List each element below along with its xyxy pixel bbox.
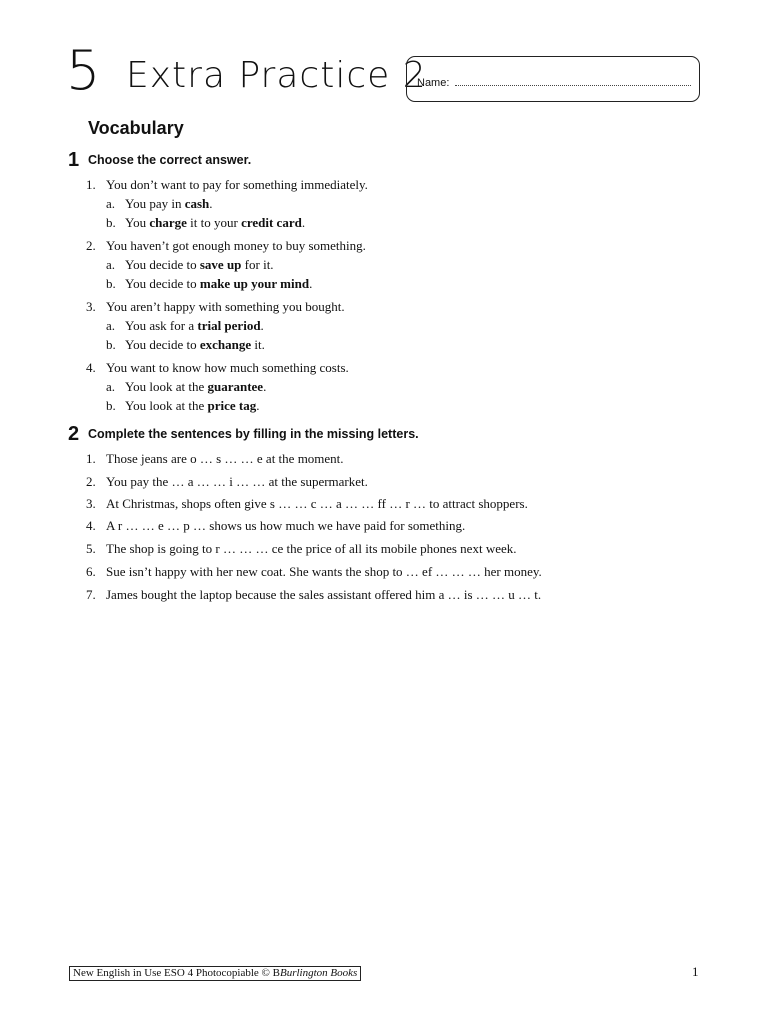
name-label: Name: xyxy=(417,77,450,89)
exercise-1-number: 1 xyxy=(68,149,80,171)
question-1-option-b: b. You charge it to your credit card. xyxy=(106,215,306,230)
page-number: 1 xyxy=(692,964,699,979)
name-field-box xyxy=(406,56,700,102)
question-3-option-b: b. You decide to exchange it. xyxy=(106,337,265,352)
exercise-1-instruction: Choose the correct answer. xyxy=(88,153,252,167)
section-heading: Vocabulary xyxy=(88,118,184,138)
question-1: 1. You don’t want to pay for something immediately. xyxy=(86,177,368,192)
unit-number: 5 xyxy=(66,39,101,102)
sentence-6: 6. Sue isn’t happy with her new coat. She wants the shop to … ef … … … her money. xyxy=(86,564,542,579)
name-dotted-line xyxy=(455,85,691,86)
sentence-2: 2. You pay the … a … … i … … at the supermarket. xyxy=(86,474,368,489)
sentence-1: 1. Those jeans are o … s … … e at the moment. xyxy=(86,451,344,466)
exercise-2-instruction: Complete the sentences by filling in the missing letters. xyxy=(88,427,419,441)
question-4-option-a: a. You look at the guarantee. xyxy=(106,379,267,394)
footer-credit: New English in Use ESO 4 Photocopiable © BBurlington Books xyxy=(69,966,361,981)
question-3: 3. You aren’t happy with something you bought. xyxy=(86,299,345,314)
question-2-option-b: b. You decide to make up your mind. xyxy=(106,276,313,291)
sentence-4: 4. A r … … e … p … shows us how much we have paid for something. xyxy=(86,518,466,533)
page-title: Extra Practice 2 xyxy=(126,55,427,96)
sentence-5: 5. The shop is going to r … … … ce the price of all its mobile phones next week. xyxy=(86,541,517,556)
question-4-option-b: b. You look at the price tag. xyxy=(106,398,260,413)
question-4: 4. You want to know how much something costs. xyxy=(86,360,349,375)
exercise-2-number: 2 xyxy=(68,423,80,445)
question-2: 2. You haven’t got enough money to buy something. xyxy=(86,238,366,253)
sentence-3: 3. At Christmas, shops often give s … … c … a … … ff … r … to attract shoppers. xyxy=(86,496,528,511)
question-1-option-a: a. You pay in cash. xyxy=(106,196,213,211)
sentence-7: 7. James bought the laptop because the sales assistant offered him a … is … … u … t. xyxy=(86,587,542,602)
question-2-option-a: a. You decide to save up for it. xyxy=(106,257,274,272)
question-3-option-a: a. You ask for a trial period. xyxy=(106,318,264,333)
